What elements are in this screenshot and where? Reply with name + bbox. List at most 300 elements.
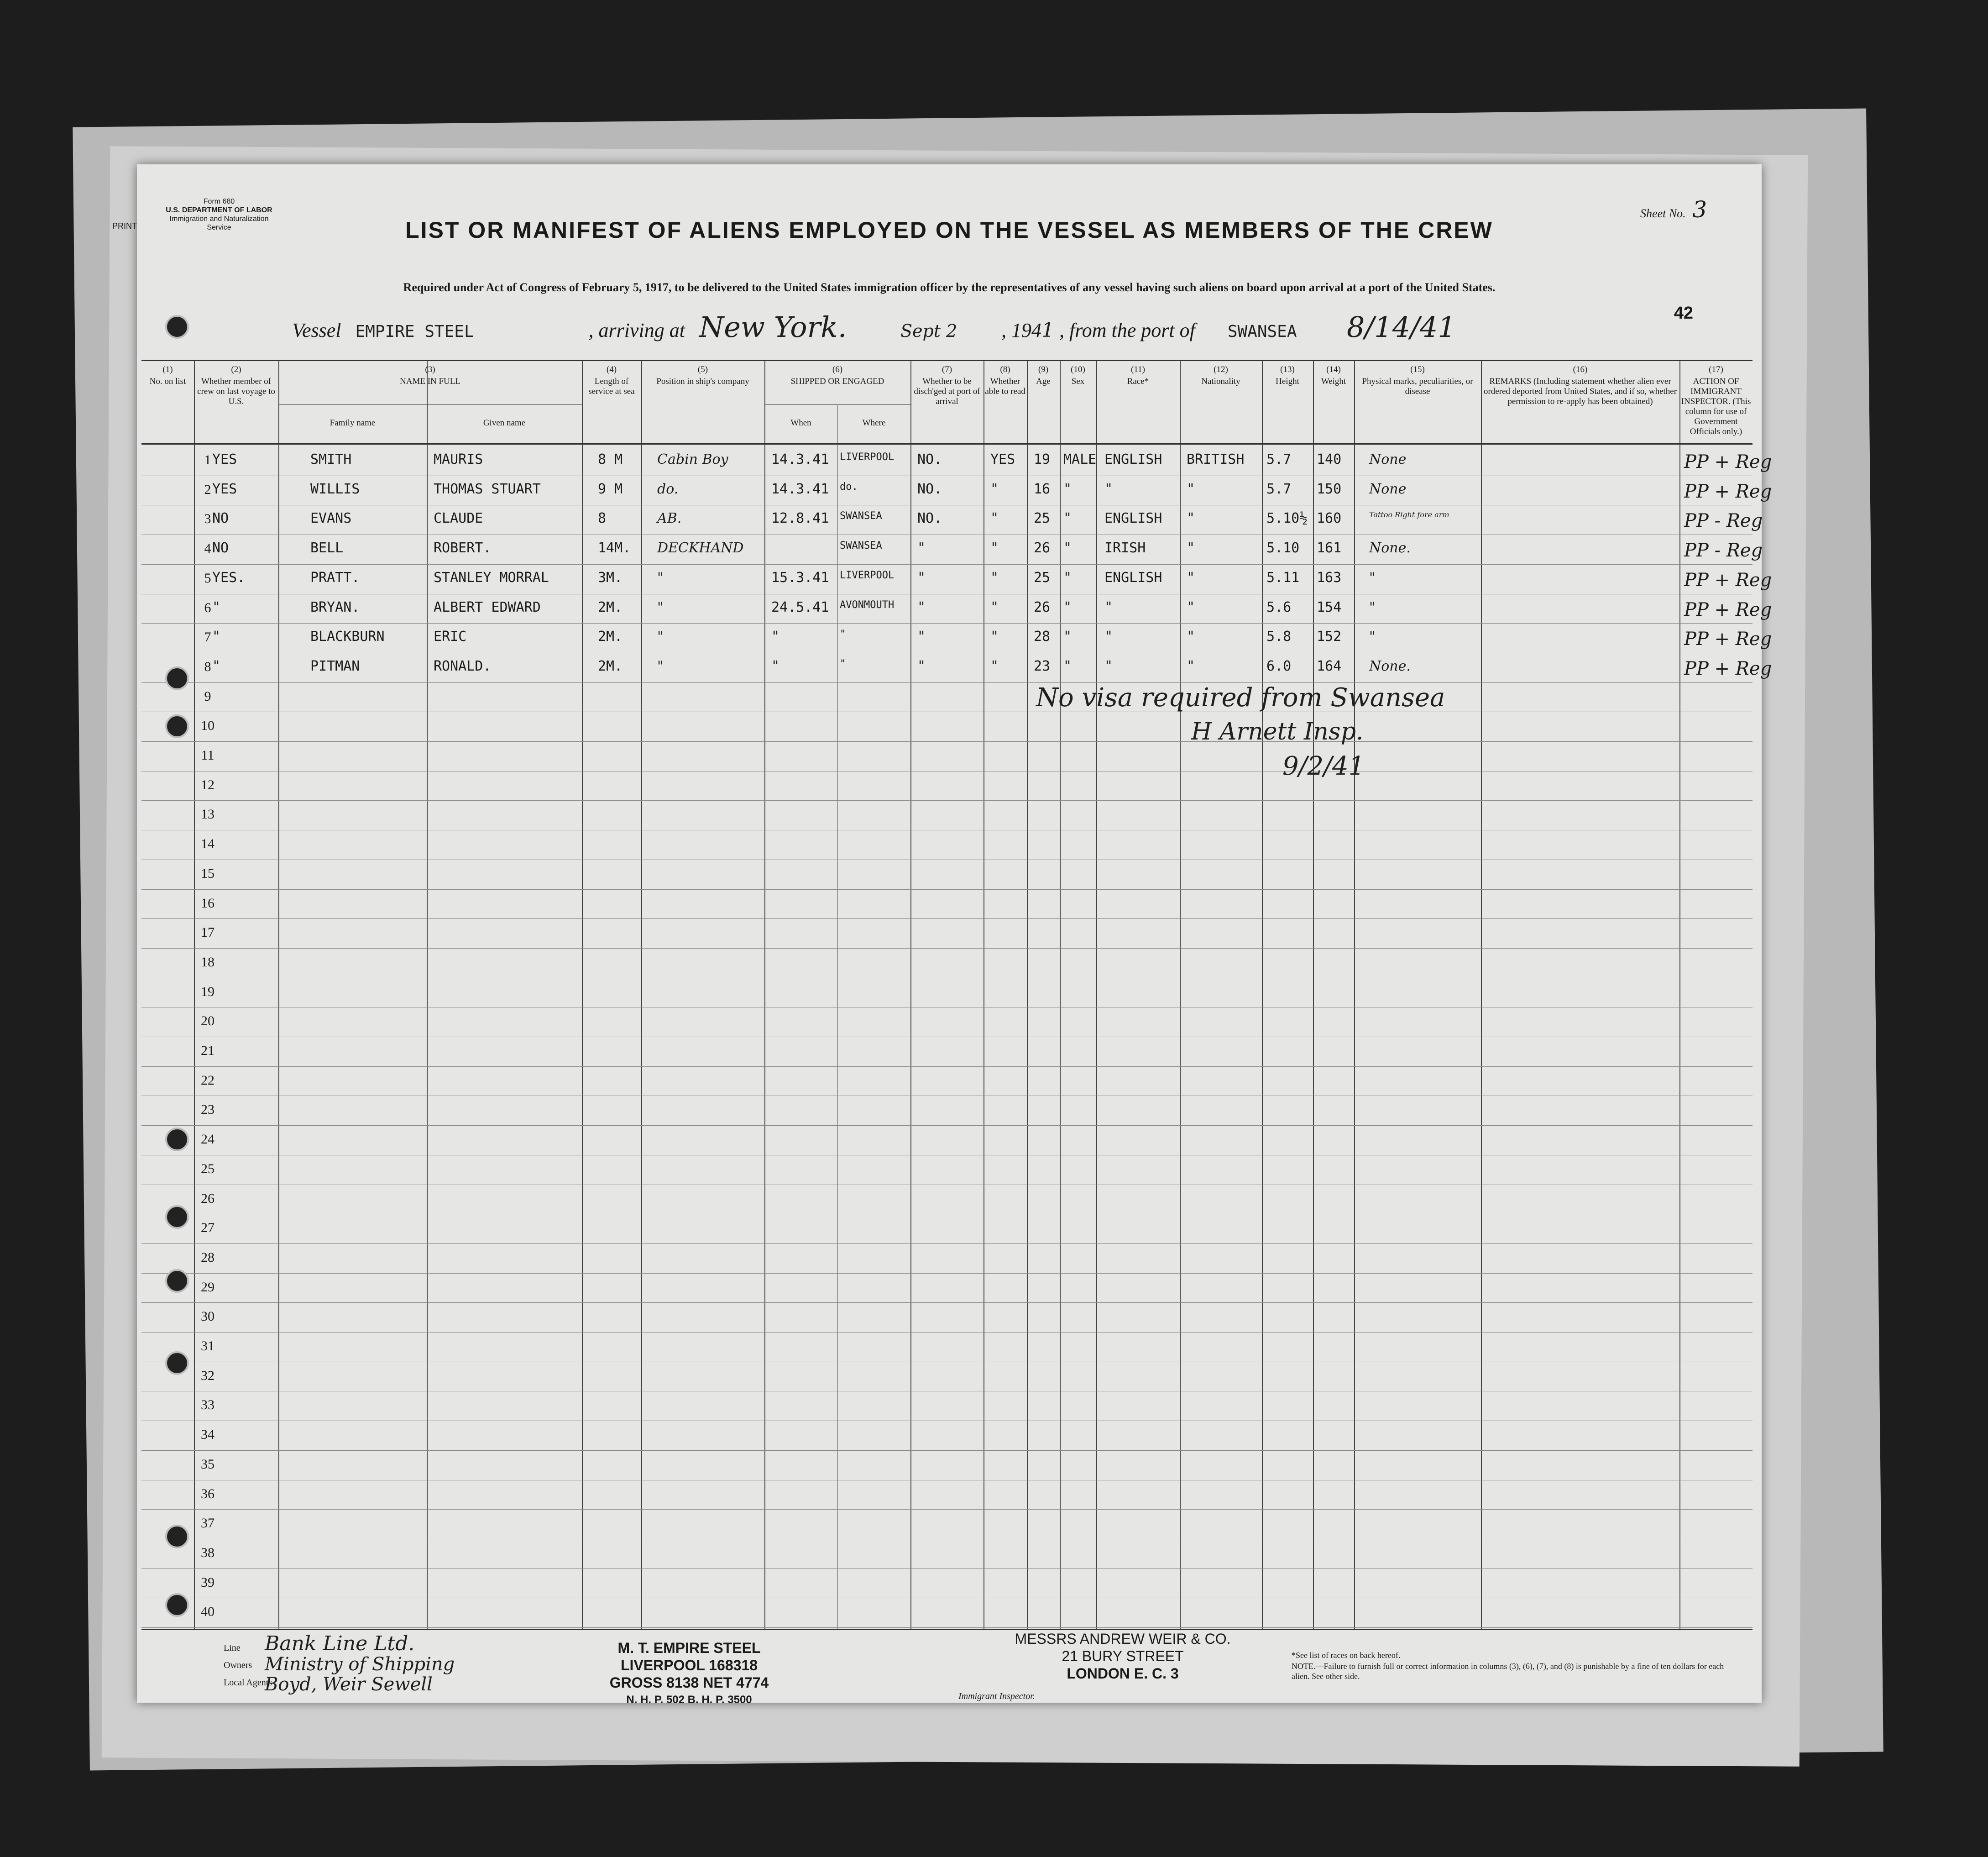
cell-race: " bbox=[1104, 658, 1113, 674]
page-subtitle: Required under Act of Congress of February 5, 1917, to be delivered to the United States immigration officer by the representatives of any vessel having such aliens on board upon arrival at a port of the United States. bbox=[403, 281, 1496, 294]
punch-hole bbox=[165, 1525, 189, 1548]
year-suffix: 1 bbox=[1041, 319, 1054, 342]
vessel-stamp bbox=[575, 1639, 803, 1709]
service-name: Immigration and Naturalization Service bbox=[169, 215, 269, 231]
row-number: 29 bbox=[201, 1279, 214, 1295]
column-header bbox=[1354, 365, 1481, 397]
cell-sex: " bbox=[1063, 599, 1072, 615]
column-header bbox=[1096, 365, 1180, 387]
cell-race: " bbox=[1104, 481, 1113, 497]
cell-service: 9 M bbox=[598, 481, 623, 497]
row-number: 31 bbox=[201, 1338, 214, 1353]
when-where-divider bbox=[837, 404, 838, 1630]
punch-hole bbox=[165, 1205, 189, 1229]
cell-position: Cabin Boy bbox=[657, 451, 728, 467]
owners-label: Owners bbox=[224, 1660, 252, 1670]
column-number: (5) bbox=[697, 365, 708, 374]
row-number: 6 bbox=[204, 600, 211, 615]
column-number: (16) bbox=[1573, 365, 1588, 374]
punch-hole bbox=[165, 1269, 189, 1293]
local-agents-label: Local Agents bbox=[224, 1678, 272, 1688]
row-line bbox=[141, 682, 1753, 683]
column-header bbox=[582, 365, 641, 397]
page-title: LIST OR MANIFEST OF ALIENS EMPLOYED ON THE VESSEL AS MEMBERS OF THE CREW bbox=[405, 217, 1493, 243]
row-line bbox=[141, 1066, 1753, 1067]
column-number: (8) bbox=[1000, 365, 1010, 374]
cell-disch: " bbox=[917, 599, 926, 615]
row-number: 17 bbox=[201, 925, 214, 940]
cell-nationality: " bbox=[1187, 629, 1195, 645]
cell-where: do. bbox=[840, 481, 858, 493]
cell-height: 5.10 bbox=[1266, 540, 1300, 556]
column-label: Weight bbox=[1321, 377, 1346, 386]
sheet-number-value: 3 bbox=[1692, 196, 1707, 223]
column-label: Sex bbox=[1071, 377, 1085, 386]
column-number: (1) bbox=[162, 365, 173, 374]
cell-disch: NO. bbox=[917, 481, 942, 497]
column-divider bbox=[1679, 361, 1680, 1630]
cell-disch: NO. bbox=[917, 451, 942, 467]
cell-service: 3M. bbox=[598, 569, 623, 586]
sheet-count: 42 bbox=[1674, 304, 1693, 323]
cell-service: 8 M bbox=[598, 451, 623, 467]
cell-age: 26 bbox=[1034, 599, 1051, 615]
cell-service: 2M. bbox=[598, 599, 623, 615]
column-label: Nationality bbox=[1201, 377, 1240, 386]
cell-where: LIVERPOOL bbox=[840, 569, 895, 581]
column-header bbox=[1027, 365, 1060, 387]
column-label: Whether able to read bbox=[985, 377, 1025, 396]
vessel-stamp-line2: LIVERPOOL 168318 bbox=[621, 1657, 758, 1673]
column-label: Position in ship's company bbox=[656, 377, 749, 386]
column-divider bbox=[1096, 361, 1097, 1630]
cell-position: " bbox=[657, 599, 664, 615]
cell-age: 23 bbox=[1034, 658, 1051, 674]
punch-hole bbox=[165, 666, 189, 690]
from-port: SWANSEA bbox=[1227, 322, 1297, 341]
punch-hole bbox=[165, 1351, 189, 1375]
cell-when: 24.5.41 bbox=[771, 599, 829, 615]
row-number: 40 bbox=[201, 1604, 214, 1620]
column-number: (2) bbox=[231, 365, 241, 374]
cell-service: 2M. bbox=[598, 629, 623, 645]
column-header bbox=[641, 365, 764, 387]
cell-when: " bbox=[771, 629, 780, 645]
row-number: 30 bbox=[201, 1309, 214, 1324]
cell-given: CLAUDE bbox=[434, 510, 483, 527]
cell-read: " bbox=[990, 540, 999, 556]
row-number: 14 bbox=[201, 836, 214, 852]
handwritten-annotation-line3: 9/2/41 bbox=[1282, 751, 1365, 781]
cell-sex: " bbox=[1063, 540, 1072, 556]
cell-weight: 140 bbox=[1317, 451, 1342, 467]
subheader-where: Where bbox=[862, 418, 886, 428]
vessel-label: Vessel bbox=[292, 319, 341, 341]
column-label: Whether to be disch'ged at port of arrival bbox=[914, 377, 980, 406]
row-number: 3 bbox=[204, 511, 211, 527]
cell-read: " bbox=[990, 569, 999, 586]
column-divider bbox=[910, 361, 911, 1630]
cell-race: ENGLISH bbox=[1104, 451, 1162, 467]
row-number: 34 bbox=[201, 1427, 214, 1443]
cell-where: " bbox=[840, 658, 846, 670]
punch-hole bbox=[165, 1128, 189, 1151]
column-number: (4) bbox=[606, 365, 617, 374]
column-header bbox=[984, 365, 1027, 397]
column-header bbox=[1060, 365, 1096, 387]
vessel-name: EMPIRE STEEL bbox=[355, 322, 474, 341]
cell-last-voyage: " bbox=[212, 629, 221, 645]
row-number: 37 bbox=[201, 1516, 214, 1531]
row-number: 26 bbox=[201, 1191, 214, 1206]
column-number: (9) bbox=[1038, 365, 1049, 374]
row-number: 8 bbox=[204, 659, 211, 674]
cell-last-voyage: NO bbox=[212, 510, 229, 527]
cell-position: AB. bbox=[657, 510, 682, 527]
cell-marks: " bbox=[1369, 629, 1376, 645]
row-number: 35 bbox=[201, 1456, 214, 1472]
row-number: 2 bbox=[204, 482, 211, 497]
cell-age: 25 bbox=[1034, 510, 1051, 527]
cell-read: " bbox=[990, 629, 999, 645]
row-line bbox=[141, 564, 1753, 565]
row-number: 12 bbox=[201, 777, 214, 792]
row-number: 7 bbox=[204, 629, 211, 645]
cell-position: " bbox=[657, 569, 664, 586]
cell-when: 14.3.41 bbox=[771, 481, 829, 497]
column-label: Whether member of crew on last voyage to U.S. bbox=[197, 377, 275, 406]
cell-read: " bbox=[990, 510, 999, 527]
agents-value: Boyd, Weir Sewell bbox=[265, 1674, 433, 1695]
column-label: Race* bbox=[1127, 377, 1149, 386]
column-divider bbox=[1481, 361, 1482, 1630]
column-divider bbox=[582, 361, 583, 1630]
row-number: 19 bbox=[201, 984, 214, 999]
column-number: (15) bbox=[1410, 365, 1425, 374]
cell-when: 14.3.41 bbox=[771, 451, 829, 467]
cell-height: 5.10½ bbox=[1266, 510, 1308, 527]
cell-height: 5.7 bbox=[1266, 451, 1292, 467]
row-line bbox=[141, 1509, 1753, 1510]
handwritten-annotation-line2: H Arnett Insp. bbox=[1191, 718, 1364, 745]
column-divider bbox=[1313, 361, 1314, 1630]
cell-nationality: " bbox=[1187, 540, 1195, 556]
cell-sex: " bbox=[1063, 658, 1072, 674]
row-number: 10 bbox=[201, 718, 214, 734]
cell-age: 26 bbox=[1034, 540, 1051, 556]
cell-age: 25 bbox=[1034, 569, 1051, 586]
column-label: NAME IN FULL bbox=[400, 377, 460, 386]
handwritten-annotation-line1: No visa required from Swansea bbox=[1036, 683, 1445, 713]
cell-family: BLACKBURN bbox=[310, 629, 385, 645]
row-number: 1 bbox=[204, 452, 211, 467]
row-number: 13 bbox=[201, 807, 214, 822]
cell-family: PITMAN bbox=[310, 658, 360, 674]
row-line bbox=[141, 1450, 1753, 1451]
row-line bbox=[141, 741, 1753, 742]
cell-action: PP + Reg bbox=[1684, 451, 1772, 472]
cell-family: EVANS bbox=[310, 510, 352, 527]
column-label: SHIPPED OR ENGAGED bbox=[790, 377, 884, 386]
column-divider bbox=[1354, 361, 1355, 1630]
department-name: U.S. DEPARTMENT OF LABOR bbox=[166, 206, 272, 214]
vessel-stamp-line3: GROSS 8138 NET 4774 bbox=[609, 1674, 769, 1691]
column-number: (17) bbox=[1709, 365, 1723, 374]
line-label: Line bbox=[224, 1643, 241, 1653]
cell-last-voyage: YES bbox=[212, 451, 237, 467]
crew-table bbox=[141, 360, 1772, 1630]
column-divider bbox=[1180, 361, 1181, 1630]
column-number: (12) bbox=[1214, 365, 1228, 374]
column-header bbox=[278, 365, 582, 387]
row-number: 11 bbox=[201, 748, 214, 763]
punch-hole bbox=[165, 315, 189, 339]
cell-race: ENGLISH bbox=[1104, 569, 1162, 586]
cell-weight: 164 bbox=[1317, 658, 1342, 674]
row-number: 25 bbox=[201, 1161, 214, 1176]
header-bottom-line bbox=[141, 443, 1753, 445]
cell-nationality: " bbox=[1187, 481, 1195, 497]
arrival-date: Sept 2 bbox=[900, 321, 957, 341]
cell-where: " bbox=[840, 629, 846, 640]
column-header bbox=[1180, 365, 1262, 387]
row-line bbox=[141, 1627, 1753, 1628]
cell-position: do. bbox=[657, 481, 679, 497]
cell-where: SWANSEA bbox=[840, 540, 882, 552]
column-divider bbox=[1027, 361, 1028, 1630]
row-number: 16 bbox=[201, 895, 214, 911]
agent-stamp-line3: LONDON E. C. 3 bbox=[1067, 1665, 1179, 1682]
cell-race: IRISH bbox=[1104, 540, 1146, 556]
column-label: Physical marks, peculiarities, or disease bbox=[1362, 377, 1473, 396]
cell-family: BELL bbox=[310, 540, 344, 556]
column-divider bbox=[1262, 361, 1263, 1630]
row-line bbox=[141, 623, 1753, 624]
cell-weight: 152 bbox=[1317, 629, 1342, 645]
cell-height: 5.7 bbox=[1266, 481, 1292, 497]
cell-where: AVONMOUTH bbox=[840, 599, 895, 611]
row-number: 36 bbox=[201, 1486, 214, 1501]
cell-last-voyage: NO bbox=[212, 540, 229, 556]
cell-service: 2M. bbox=[598, 658, 623, 674]
row-number: 22 bbox=[201, 1072, 214, 1088]
races-note: *See list of races on back hereof. bbox=[1292, 1651, 1401, 1660]
cell-when: 15.3.41 bbox=[771, 569, 829, 586]
cell-height: 5.11 bbox=[1266, 569, 1300, 586]
vessel-stamp-line4: N. H. P. 502 B. H. P. 3500 bbox=[626, 1694, 752, 1706]
subheader-given-name: Given name bbox=[483, 418, 526, 428]
cell-sex: " bbox=[1063, 629, 1072, 645]
cell-given: STANLEY MORRAL bbox=[434, 569, 549, 586]
cell-given: ROBERT. bbox=[434, 540, 492, 556]
cell-weight: 161 bbox=[1317, 540, 1342, 556]
cell-age: 28 bbox=[1034, 629, 1051, 645]
subheader-family-name: Family name bbox=[330, 418, 376, 428]
column-header bbox=[1262, 365, 1313, 387]
cell-race: ENGLISH bbox=[1104, 510, 1162, 527]
cell-given: RONALD. bbox=[434, 658, 492, 674]
cell-given: MAURIS bbox=[434, 451, 483, 467]
year-prefix: , 194 bbox=[1001, 319, 1041, 341]
vessel-line bbox=[292, 310, 1456, 344]
agent-stamp-line2: 21 BURY STREET bbox=[1062, 1648, 1184, 1664]
cell-last-voyage: YES. bbox=[212, 569, 246, 586]
cell-family: WILLIS bbox=[310, 481, 360, 497]
cell-family: BRYAN. bbox=[310, 599, 360, 615]
cell-action: PP + Reg bbox=[1684, 599, 1772, 620]
footer bbox=[141, 1629, 1753, 1704]
column-number: (6) bbox=[832, 365, 843, 374]
from-label: , from the port of bbox=[1059, 319, 1195, 341]
cell-action: PP + Reg bbox=[1684, 569, 1772, 591]
column-label: No. on list bbox=[149, 377, 186, 386]
row-number: 23 bbox=[201, 1102, 214, 1117]
cell-sex: " bbox=[1063, 510, 1072, 527]
cell-action: PP + Reg bbox=[1684, 658, 1772, 679]
cell-age: 19 bbox=[1034, 451, 1051, 467]
cell-nationality: " bbox=[1187, 658, 1195, 674]
row-number: 33 bbox=[201, 1397, 214, 1413]
column-header bbox=[910, 365, 984, 407]
cell-height: 5.6 bbox=[1266, 599, 1292, 615]
column-divider bbox=[641, 361, 642, 1630]
column-header bbox=[141, 365, 194, 387]
column-header bbox=[1481, 365, 1679, 407]
cell-weight: 150 bbox=[1317, 481, 1342, 497]
row-line bbox=[141, 918, 1753, 919]
row-number: 5 bbox=[204, 570, 211, 586]
row-line bbox=[141, 800, 1753, 801]
cell-nationality: BRITISH bbox=[1187, 451, 1245, 467]
column-label: Age bbox=[1036, 377, 1051, 386]
cell-where: LIVERPOOL bbox=[840, 451, 895, 463]
cell-where: SWANSEA bbox=[840, 510, 882, 522]
manifest-sheet bbox=[112, 164, 1772, 1706]
subheader-when: When bbox=[790, 418, 811, 428]
sheet-number-label: Sheet No. bbox=[1640, 207, 1686, 220]
column-number: (3) bbox=[425, 365, 435, 374]
cell-action: PP + Reg bbox=[1684, 481, 1772, 502]
name-split-line bbox=[278, 404, 582, 405]
cell-weight: 163 bbox=[1317, 569, 1342, 586]
cell-position: DECKHAND bbox=[657, 540, 744, 556]
column-number: (11) bbox=[1131, 365, 1145, 374]
cell-weight: 160 bbox=[1317, 510, 1342, 527]
punch-hole bbox=[165, 714, 189, 738]
cell-height: 6.0 bbox=[1266, 658, 1292, 674]
cell-read: " bbox=[990, 481, 999, 497]
row-number: 18 bbox=[201, 954, 214, 970]
cell-marks: Tattoo Right fore arm bbox=[1369, 510, 1449, 519]
row-number: 4 bbox=[204, 541, 211, 556]
fine-note: NOTE.—Failure to furnish full or correct information in columns (3), (6), (7), and (8) is punishable by a fine of ten dollars for each alien. See other side. bbox=[1292, 1662, 1724, 1681]
row-number: 15 bbox=[201, 866, 214, 881]
row-number: 27 bbox=[201, 1220, 214, 1236]
cell-race: " bbox=[1104, 629, 1113, 645]
column-header bbox=[1313, 365, 1354, 387]
vessel-stamp-line1: M. T. EMPIRE STEEL bbox=[617, 1640, 761, 1656]
row-number: 39 bbox=[201, 1574, 214, 1590]
cell-race: " bbox=[1104, 599, 1113, 615]
cell-marks: None. bbox=[1369, 658, 1411, 674]
cell-action: PP - Reg bbox=[1684, 540, 1763, 561]
row-number: 28 bbox=[201, 1249, 214, 1265]
column-number: (10) bbox=[1071, 365, 1085, 374]
column-label: REMARKS (Including statement whether alien ever ordered deported from United States, and if so, whether permission to re-apply has been obtained) bbox=[1483, 377, 1677, 406]
arriving-port: New York. bbox=[699, 310, 847, 344]
row-number: 38 bbox=[201, 1545, 214, 1560]
print-label: PRINT bbox=[112, 221, 137, 231]
cell-position: " bbox=[657, 658, 664, 674]
cell-nationality: " bbox=[1187, 599, 1195, 615]
cell-last-voyage: YES bbox=[212, 481, 237, 497]
cell-read: " bbox=[990, 599, 999, 615]
cell-read: YES bbox=[990, 451, 1015, 467]
cell-action: PP + Reg bbox=[1684, 629, 1772, 650]
agent-stamp-line1: MESSRS ANDREW WEIR & CO. bbox=[1015, 1631, 1231, 1647]
column-label: Length of service at sea bbox=[588, 377, 635, 396]
cell-nationality: " bbox=[1187, 510, 1195, 527]
row-number: 20 bbox=[201, 1013, 214, 1029]
cell-given: ALBERT EDWARD bbox=[434, 599, 541, 615]
row-line bbox=[141, 948, 1753, 949]
line-value: Bank Line Ltd. bbox=[265, 1632, 415, 1655]
cell-marks: None bbox=[1369, 481, 1407, 497]
row-line bbox=[141, 1125, 1753, 1126]
column-divider bbox=[1060, 361, 1061, 1630]
row-line bbox=[141, 889, 1753, 890]
cell-service: 14M. bbox=[598, 540, 631, 556]
cell-position: " bbox=[657, 629, 664, 645]
cell-disch: " bbox=[917, 540, 926, 556]
row-number: 24 bbox=[201, 1132, 214, 1147]
cell-last-voyage: " bbox=[212, 658, 221, 674]
row-number: 32 bbox=[201, 1368, 214, 1383]
cell-marks: " bbox=[1369, 569, 1376, 586]
row-line bbox=[141, 1302, 1753, 1303]
cell-sex: " bbox=[1063, 481, 1072, 497]
column-number: (13) bbox=[1280, 365, 1295, 374]
cell-disch: NO. bbox=[917, 510, 942, 527]
cell-disch: " bbox=[917, 658, 926, 674]
column-number: (7) bbox=[942, 365, 952, 374]
punch-hole bbox=[165, 1593, 189, 1617]
cell-given: ERIC bbox=[434, 629, 467, 645]
owners-value: Ministry of Shipping bbox=[265, 1654, 455, 1675]
cell-height: 5.8 bbox=[1266, 629, 1292, 645]
cell-marks: " bbox=[1369, 599, 1376, 615]
column-label: ACTION OF IMMIGRANT INSPECTOR. (This column for use of Government Officials only.) bbox=[1681, 377, 1751, 436]
cell-family: PRATT. bbox=[310, 569, 360, 586]
column-label: Height bbox=[1276, 377, 1299, 386]
cell-disch: " bbox=[917, 569, 926, 586]
cell-when: 12.8.41 bbox=[771, 510, 829, 527]
cell-family: SMITH bbox=[310, 451, 352, 467]
column-number: (14) bbox=[1326, 365, 1341, 374]
row-number: 9 bbox=[204, 688, 211, 704]
cell-when: " bbox=[771, 658, 780, 674]
cell-last-voyage: " bbox=[212, 599, 221, 615]
cell-weight: 154 bbox=[1317, 599, 1342, 615]
inspector-label: Immigrant Inspector. bbox=[958, 1691, 1035, 1701]
column-header bbox=[194, 365, 278, 407]
cell-sex: " bbox=[1063, 569, 1072, 586]
cell-age: 16 bbox=[1034, 481, 1051, 497]
column-divider bbox=[278, 361, 279, 1630]
cell-disch: " bbox=[917, 629, 926, 645]
column-header bbox=[1679, 365, 1753, 437]
arriving-label: , arriving at bbox=[588, 319, 685, 341]
